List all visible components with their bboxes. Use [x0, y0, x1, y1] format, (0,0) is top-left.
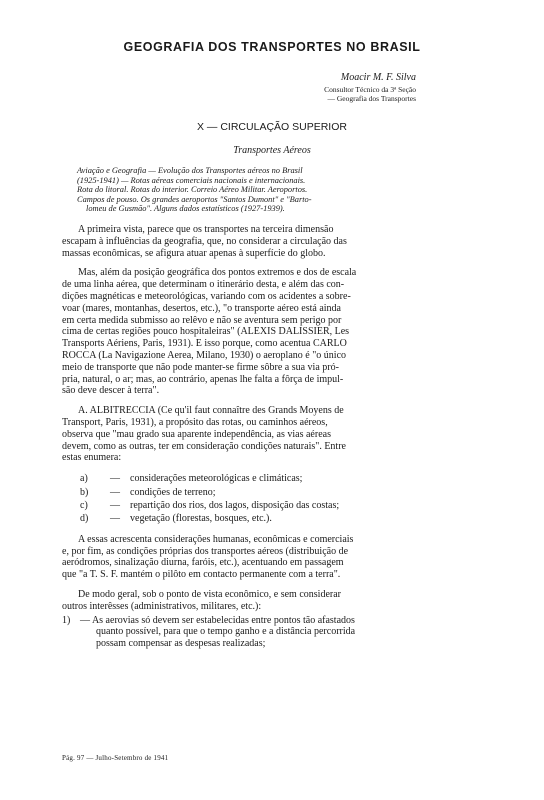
text-line: possam compensar as despesas realizadas; [96, 638, 266, 650]
chapter-heading: X — CIRCULAÇÃO SUPERIOR [197, 121, 347, 133]
item-text [80, 615, 355, 650]
text-line: Transports Aériens, Paris, 1931). E isso porque, como acentua CARLO [62, 338, 347, 350]
list-label: a) [80, 473, 88, 485]
list-dash: — [110, 486, 120, 498]
article-title: GEOGRAFIA DOS TRANSPORTES NO BRASIL [123, 40, 421, 54]
list-label: d) [80, 513, 89, 525]
list-dash: — [110, 513, 120, 525]
affiliation-line-2: — Geografia dos Transportes [327, 94, 416, 103]
paragraph-2 [62, 267, 468, 397]
text-line: cima de certas regiões pouco hospitaleiras" (ALEXIS DALISSIER, Les [62, 326, 350, 338]
affiliation-line-1: Consultor Técnico da 3ª Seção [324, 85, 416, 94]
text-line: aeródromos, sinalização diurna, faróis, etc.), acentuando em passagem [62, 557, 344, 569]
text-line: voar (mares, montanhas, desertos, etc.), "o transporte aéreo está ainda [62, 302, 341, 314]
list-label: c) [80, 499, 88, 511]
text-line: Mas, além da posição geográfica dos pontos extremos e dos de escala [78, 267, 357, 279]
text-line: estas enumera: [62, 452, 122, 464]
list-text: vegetação (florestas, bosques, etc.). [130, 513, 272, 525]
page-footer: Pág. 97 — Julho-Setembro de 1941 [62, 754, 169, 762]
abstract-line: (1925-1941) — Rotas aéreas comerciais nacionais e internacionais. [77, 175, 306, 185]
abstract-line: Rota do litoral. Rotas do interior. Correio Aéreo Militar. Aeroportos. [77, 185, 308, 195]
numbered-item [62, 615, 468, 650]
list-item [62, 472, 468, 485]
item-number: 1) [62, 614, 71, 626]
text-line: quanto possível, para que o tempo ganho e a distância percorrida [96, 626, 356, 638]
text-line: devem, como as outras, ter em consideração condições naturais". Entre [62, 440, 346, 452]
paragraph-5 [62, 589, 468, 613]
abstract-line: lomeu de Gusmão". Alguns dados estatísticos (1927-1939). [86, 204, 285, 214]
section-subtitle: Transportes Aéreos [233, 145, 311, 156]
list-dash: — [110, 499, 120, 511]
text-line: A. ALBITRECCIA (Ce qu'il faut connaître des Grands Moyens de [78, 405, 344, 417]
text-line: — As aerovias só devem ser estabelecidas entre pontos tão afastados [80, 614, 355, 626]
list-text: considerações meteorológicas e climáticas; [130, 473, 303, 485]
author-name: Moacir M. F. Silva [340, 72, 416, 83]
list-dash: — [110, 473, 120, 485]
text-line: e, por fim, as condições próprias dos transportes aéreos (distribuição de [62, 545, 349, 557]
list-item [62, 512, 468, 525]
text-line: A primeira vista, parece que os transportes na terceira dimensão [78, 224, 334, 235]
abstract-line: Aviação e Geografia — Evolução dos Transportes aéreos no Brasil [77, 166, 303, 175]
text-line: que "a T. S. F. mantém o pilôto em contacto permanente com a terra". [62, 569, 341, 581]
text-line: escapam à influências da geografia, que, no considerar a circulação das [62, 235, 347, 247]
paragraph-4 [62, 534, 468, 581]
text-line: Transport, Paris, 1931), a propósito das rotas, ou caminhos aéreos, [62, 416, 328, 428]
text-line: observa que "mau grado sua aparente independência, as vias aéreas [62, 428, 331, 440]
list-text: repartição dos rios, dos lagos, disposição das costas; [130, 499, 340, 511]
text-line: em certa medida submisso ao relêvo e não se aventura sem perigo por [62, 314, 342, 326]
paragraph-3 [62, 405, 468, 464]
conditions-list [62, 472, 468, 526]
text-line: meio de transporte que não pode manter-se firme sôbre a sua via pró- [62, 361, 339, 373]
text-line: de uma linha aérea, que determinam o itinerário desta, e além das con- [62, 279, 345, 291]
list-text: condições de terreno; [130, 486, 216, 498]
text-line: ROCCA (La Navigazione Aerea, Milano, 1930) o aeroplano é "o único [62, 349, 347, 361]
paragraph-1 [62, 224, 468, 259]
list-label: b) [80, 486, 89, 498]
numbered-list [62, 615, 468, 650]
list-item [62, 499, 468, 512]
text-line: são deve descer à terra". [62, 385, 160, 397]
abstract-line: Campos de pouso. Os grandes aeroportos "Santos Dumont" e "Barto- [77, 194, 312, 204]
text-line: De modo geral, sob o ponto de vista econômico, e sem considerar [78, 588, 341, 600]
section-abstract [77, 166, 477, 214]
text-line: dições magnéticas e meteorológicas, variando com os acidentes a sobre- [62, 290, 351, 302]
list-item [62, 486, 468, 499]
article-body [62, 224, 468, 650]
author-affiliation [324, 85, 416, 103]
text-line: pria, natural, o ar; mas, ao contrário, apenas lhe falta a fôrça de impul- [62, 373, 344, 385]
text-line: A essas acrescenta considerações humanas, econômicas e comerciais [78, 533, 354, 545]
text-line: massas econômicas, se afigura atuar apenas à superfície do globo. [62, 247, 326, 259]
text-line: outros interêsses (administrativos, militares, etc.): [62, 600, 262, 612]
